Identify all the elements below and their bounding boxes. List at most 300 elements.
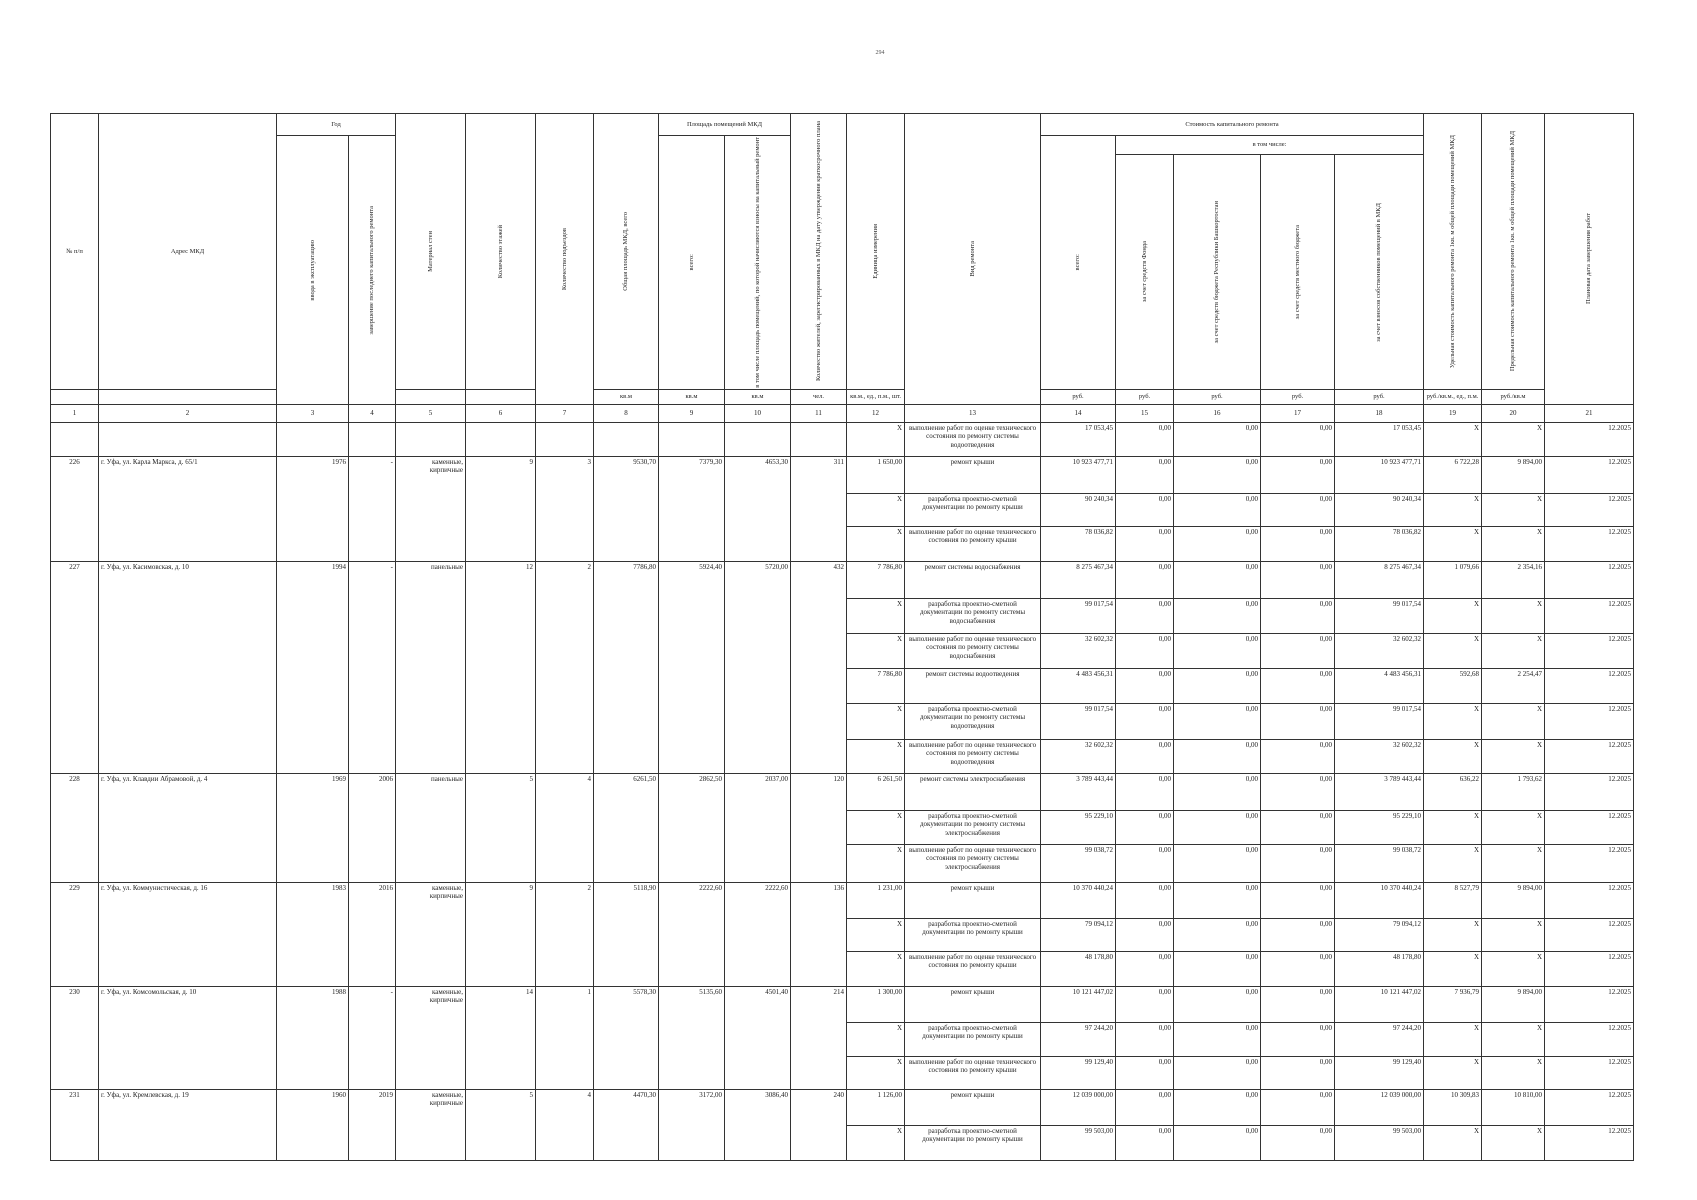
cell-residents [791,1056,847,1089]
cell-fund: 0,00 [1116,986,1174,1022]
cell-owners: 48 178,80 [1335,951,1424,986]
table-row [51,493,1634,526]
cell-budget-rb: 0,00 [1174,844,1261,882]
cell-floors [466,633,536,668]
cell-premises-incl [725,668,791,703]
cell-floors: 12 [466,561,536,598]
cell-address [99,844,277,882]
cell-max-cost: 1 793,62 [1482,773,1545,810]
cell-address [99,703,277,739]
column-number: 9 [659,404,725,422]
cell-no: 226 [51,456,99,493]
column-number: 8 [594,404,659,422]
cell-fund: 0,00 [1116,493,1174,526]
cell-year-commissioning [277,493,349,526]
header-residents: Количество жителей, зарегистрированных в МКД на дату утверждения краткосрочного плана [791,114,847,390]
cell-unit: X [847,810,905,844]
cell-budget-rb: 0,00 [1174,598,1261,633]
cell-planned-date: 12.2025 [1545,422,1634,456]
cell-floors: 9 [466,882,536,918]
unit-budget-local: руб. [1261,389,1335,404]
cell-unit: X [847,633,905,668]
cell-premises-total [659,810,725,844]
cell-planned-date: 12.2025 [1545,561,1634,598]
cell-max-cost: X [1482,844,1545,882]
cell-total-area [594,668,659,703]
cell-owners: 32 602,32 [1335,739,1424,773]
column-number: 4 [349,404,396,422]
cell-premises-incl [725,951,791,986]
cell-year-last-repair [349,810,396,844]
cell-max-cost: X [1482,526,1545,561]
cell-cost-total: 78 036,82 [1041,526,1116,561]
cell-year-commissioning [277,951,349,986]
table-row [51,739,1634,773]
header-year-commissioning: ввода в эксплуатацию [277,136,349,405]
table-body [51,422,1634,1160]
cell-wall-material [396,918,466,951]
cell-entrances: 4 [536,1089,594,1125]
cell-total-area [594,810,659,844]
cell-max-cost: 9 894,00 [1482,986,1545,1022]
cell-no [51,598,99,633]
cell-unit: X [847,493,905,526]
cell-specific-cost: X [1424,844,1482,882]
cell-specific-cost: 10 309,83 [1424,1089,1482,1125]
cell-address: г. Уфа, ул. Касимовская, д. 10 [99,561,277,598]
cell-no: 230 [51,986,99,1022]
header-cost: Стоимость капитального ремонта [1041,114,1424,136]
cell-owners: 32 602,32 [1335,633,1424,668]
column-number: 14 [1041,404,1116,422]
cell-repair-type: разработка проектно-сметной документации по ремонту крыши [905,918,1041,951]
cell-year-commissioning: 1960 [277,1089,349,1125]
cell-planned-date: 12.2025 [1545,1056,1634,1089]
cell-specific-cost: X [1424,1022,1482,1056]
cell-wall-material: панельные [396,561,466,598]
cell-floors [466,739,536,773]
cell-year-commissioning [277,918,349,951]
column-number: 15 [1116,404,1174,422]
cell-year-last-repair: 2016 [349,882,396,918]
cell-cost-total: 12 039 000,00 [1041,1089,1116,1125]
header-owners: за счет взносов собственников помещений в МКД [1335,155,1424,389]
cell-cost-total: 10 370 440,24 [1041,882,1116,918]
table-row [51,1022,1634,1056]
header-spacer [396,389,466,404]
unit-residents: чел. [791,389,847,404]
header-premises-incl: в том числе площадь помещений, по которой начисляются взносы на капитальный ремонт [725,136,791,390]
cell-budget-rb: 0,00 [1174,633,1261,668]
cell-fund: 0,00 [1116,668,1174,703]
cell-residents [791,844,847,882]
cell-specific-cost: X [1424,633,1482,668]
cell-fund: 0,00 [1116,1089,1174,1125]
cell-no [51,493,99,526]
cell-entrances: 1 [536,986,594,1022]
column-number: 12 [847,404,905,422]
cell-no [51,633,99,668]
cell-year-commissioning [277,844,349,882]
cell-budget-rb: 0,00 [1174,526,1261,561]
cell-fund: 0,00 [1116,422,1174,456]
unit-premises-incl: кв.м [725,389,791,404]
cell-no [51,1056,99,1089]
cell-cost-total: 99 017,54 [1041,703,1116,739]
cell-premises-incl: 2037,00 [725,773,791,810]
cell-residents [791,918,847,951]
cell-no: 229 [51,882,99,918]
cell-specific-cost: X [1424,1125,1482,1160]
cell-specific-cost: X [1424,810,1482,844]
cell-residents [791,810,847,844]
cell-owners: 3 789 443,44 [1335,773,1424,810]
cell-planned-date: 12.2025 [1545,668,1634,703]
cell-planned-date: 12.2025 [1545,1125,1634,1160]
cell-no [51,526,99,561]
cell-total-area [594,1125,659,1160]
table-row [51,882,1634,918]
cell-budget-rb: 0,00 [1174,703,1261,739]
cell-owners: 8 275 467,34 [1335,561,1424,598]
cell-repair-type: ремонт системы электроснабжения [905,773,1041,810]
cell-no [51,810,99,844]
cell-planned-date: 12.2025 [1545,739,1634,773]
cell-owners: 95 229,10 [1335,810,1424,844]
cell-entrances [536,810,594,844]
cell-year-commissioning: 1983 [277,882,349,918]
table-row [51,1056,1634,1089]
cell-unit: X [847,1125,905,1160]
cell-entrances [536,526,594,561]
cell-planned-date: 12.2025 [1545,456,1634,493]
page-number: 294 [875,50,885,56]
cell-residents: 120 [791,773,847,810]
cell-no [51,1125,99,1160]
cell-budget-rb: 0,00 [1174,918,1261,951]
cell-premises-incl: 3086,40 [725,1089,791,1125]
cell-entrances [536,1125,594,1160]
cell-total-area: 4470,30 [594,1089,659,1125]
header-incl: в том числе: [1116,136,1424,155]
cell-entrances [536,422,594,456]
cell-owners: 99 038,72 [1335,844,1424,882]
cell-floors: 9 [466,456,536,493]
cell-wall-material: панельные [396,773,466,810]
cell-wall-material: каменные, кирпичные [396,882,466,918]
cell-owners: 17 053,45 [1335,422,1424,456]
column-number: 5 [396,404,466,422]
cell-owners: 99 017,54 [1335,598,1424,633]
cell-year-commissioning [277,703,349,739]
cell-budget-local: 0,00 [1261,1125,1335,1160]
header-year: Год [277,114,396,136]
cell-cost-total: 79 094,12 [1041,918,1116,951]
cell-year-commissioning: 1976 [277,456,349,493]
cell-total-area [594,1056,659,1089]
capital-repair-table [50,113,1634,1161]
cell-cost-total: 99 038,72 [1041,844,1116,882]
cell-residents [791,739,847,773]
cell-repair-type: разработка проектно-сметной документации по ремонту крыши [905,1125,1041,1160]
cell-total-area [594,739,659,773]
header-budget-local: за счет средств местного бюджета [1261,155,1335,389]
cell-planned-date: 12.2025 [1545,882,1634,918]
cell-year-commissioning [277,633,349,668]
cell-unit: 7 786,80 [847,561,905,598]
cell-residents [791,526,847,561]
cell-max-cost: X [1482,918,1545,951]
header-cost-total: всего: [1041,136,1116,390]
cell-entrances [536,703,594,739]
table-row [51,561,1634,598]
cell-budget-local: 0,00 [1261,561,1335,598]
cell-cost-total: 48 178,80 [1041,951,1116,986]
header-address: Адрес МКД [99,114,277,390]
cell-wall-material [396,598,466,633]
cell-entrances [536,951,594,986]
cell-unit: 1 300,00 [847,986,905,1022]
cell-max-cost: X [1482,1125,1545,1160]
cell-budget-rb: 0,00 [1174,773,1261,810]
cell-residents [791,1125,847,1160]
cell-entrances: 3 [536,456,594,493]
cell-residents [791,598,847,633]
cell-year-last-repair [349,951,396,986]
cell-fund: 0,00 [1116,1022,1174,1056]
cell-address [99,810,277,844]
cell-premises-total [659,1125,725,1160]
cell-budget-rb: 0,00 [1174,986,1261,1022]
cell-max-cost: X [1482,703,1545,739]
cell-planned-date: 12.2025 [1545,844,1634,882]
cell-planned-date: 12.2025 [1545,493,1634,526]
cell-fund: 0,00 [1116,456,1174,493]
cell-residents [791,951,847,986]
cell-budget-rb: 0,00 [1174,422,1261,456]
cell-cost-total: 17 053,45 [1041,422,1116,456]
cell-premises-total [659,918,725,951]
cell-budget-local: 0,00 [1261,739,1335,773]
cell-address [99,598,277,633]
cell-budget-local: 0,00 [1261,633,1335,668]
cell-year-last-repair [349,598,396,633]
table-row [51,633,1634,668]
cell-repair-type: разработка проектно-сметной документации по ремонту системы электроснабжения [905,810,1041,844]
cell-entrances [536,668,594,703]
cell-premises-total: 3172,00 [659,1089,725,1125]
cell-year-commissioning [277,810,349,844]
cell-premises-incl [725,739,791,773]
cell-residents [791,1022,847,1056]
cell-budget-rb: 0,00 [1174,456,1261,493]
cell-cost-total: 10 121 447,02 [1041,986,1116,1022]
cell-year-commissioning: 1994 [277,561,349,598]
cell-premises-total [659,1056,725,1089]
cell-residents [791,493,847,526]
cell-year-commissioning [277,668,349,703]
cell-unit: X [847,703,905,739]
cell-premises-incl: 5720,00 [725,561,791,598]
cell-owners: 4 483 456,31 [1335,668,1424,703]
cell-budget-local: 0,00 [1261,598,1335,633]
table-row [51,422,1634,456]
cell-wall-material [396,703,466,739]
table-row [51,1125,1634,1160]
column-number: 21 [1545,404,1634,422]
cell-address: г. Уфа, ул. Коммунистическая, д. 16 [99,882,277,918]
cell-budget-rb: 0,00 [1174,493,1261,526]
cell-no [51,918,99,951]
cell-budget-local: 0,00 [1261,1022,1335,1056]
cell-premises-total: 7379,30 [659,456,725,493]
cell-floors [466,810,536,844]
cell-wall-material [396,493,466,526]
cell-total-area: 6261,50 [594,773,659,810]
column-number: 16 [1174,404,1261,422]
unit-unit: кв.м., ед., п.м., шт. [847,389,905,404]
cell-premises-total [659,844,725,882]
cell-unit: X [847,1056,905,1089]
cell-premises-total: 2222,60 [659,882,725,918]
cell-total-area [594,598,659,633]
cell-year-last-repair [349,526,396,561]
cell-fund: 0,00 [1116,526,1174,561]
cell-total-area: 7786,80 [594,561,659,598]
cell-budget-local: 0,00 [1261,844,1335,882]
cell-residents [791,668,847,703]
unit-premises-total: кв.м [659,389,725,404]
cell-cost-total: 32 602,32 [1041,633,1116,668]
cell-entrances [536,598,594,633]
cell-entrances [536,633,594,668]
cell-premises-incl [725,1022,791,1056]
cell-no [51,844,99,882]
unit-budget-rb: руб. [1174,389,1261,404]
cell-repair-type: выполнение работ по оценке технического состояния по ремонту крыши [905,1056,1041,1089]
cell-planned-date: 12.2025 [1545,703,1634,739]
cell-no: 231 [51,1089,99,1125]
cell-planned-date: 12.2025 [1545,773,1634,810]
cell-owners: 97 244,20 [1335,1022,1424,1056]
cell-residents: 240 [791,1089,847,1125]
cell-year-last-repair [349,1056,396,1089]
table-row [51,456,1634,493]
cell-year-commissioning [277,739,349,773]
column-number: 11 [791,404,847,422]
cell-fund: 0,00 [1116,844,1174,882]
cell-wall-material [396,526,466,561]
cell-owners: 12 039 000,00 [1335,1089,1424,1125]
cell-max-cost: 9 894,00 [1482,456,1545,493]
cell-fund: 0,00 [1116,561,1174,598]
table-row [51,598,1634,633]
cell-residents [791,422,847,456]
cell-total-area: 5118,90 [594,882,659,918]
column-number: 20 [1482,404,1545,422]
cell-planned-date: 12.2025 [1545,918,1634,951]
cell-address: г. Уфа, ул. Кремлевская, д. 19 [99,1089,277,1125]
cell-unit: X [847,844,905,882]
column-number: 18 [1335,404,1424,422]
cell-max-cost: X [1482,810,1545,844]
cell-budget-local: 0,00 [1261,526,1335,561]
cell-premises-total [659,633,725,668]
cell-premises-incl: 4653,30 [725,456,791,493]
cell-entrances [536,1022,594,1056]
cell-repair-type: разработка проектно-сметной документации по ремонту крыши [905,1022,1041,1056]
cell-budget-local: 0,00 [1261,1056,1335,1089]
cell-repair-type: выполнение работ по оценке технического состояния по ремонту системы электроснабжения [905,844,1041,882]
header-repair-type: Вид ремонта [905,114,1041,405]
header-specific-cost: Удельная стоимость капитального ремонта 1кв. м общей площади помещений МКД [1424,114,1482,390]
cell-year-commissioning [277,526,349,561]
cell-repair-type: выполнение работ по оценке технического состояния по ремонту системы водоснабжения [905,633,1041,668]
cell-specific-cost: X [1424,422,1482,456]
cell-owners: 78 036,82 [1335,526,1424,561]
cell-premises-incl [725,598,791,633]
cell-year-last-repair [349,739,396,773]
cell-no [51,422,99,456]
cell-premises-incl [725,633,791,668]
cell-owners: 10 923 477,71 [1335,456,1424,493]
header-unit: Единица измерения [847,114,905,390]
cell-premises-incl [725,844,791,882]
cell-cost-total: 4 483 456,31 [1041,668,1116,703]
capital-repair-table-sheet [50,113,1634,1161]
column-number: 2 [99,404,277,422]
cell-budget-rb: 0,00 [1174,1022,1261,1056]
cell-repair-type: выполнение работ по оценке технического состояния по ремонту крыши [905,526,1041,561]
cell-year-last-repair: 2006 [349,773,396,810]
cell-cost-total: 3 789 443,44 [1041,773,1116,810]
unit-fund: руб. [1116,389,1174,404]
cell-floors [466,951,536,986]
cell-no: 228 [51,773,99,810]
cell-floors [466,1022,536,1056]
table-row [51,668,1634,703]
cell-total-area [594,422,659,456]
cell-entrances [536,844,594,882]
cell-year-last-repair [349,703,396,739]
cell-budget-local: 0,00 [1261,882,1335,918]
cell-planned-date: 12.2025 [1545,633,1634,668]
cell-year-last-repair [349,1022,396,1056]
table-row [51,773,1634,810]
cell-total-area [594,1022,659,1056]
cell-planned-date: 12.2025 [1545,986,1634,1022]
cell-budget-local: 0,00 [1261,668,1335,703]
cell-year-last-repair [349,633,396,668]
cell-year-last-repair: - [349,456,396,493]
cell-floors [466,422,536,456]
cell-premises-total: 5924,40 [659,561,725,598]
cell-address [99,1125,277,1160]
cell-year-last-repair [349,493,396,526]
cell-owners: 99 129,40 [1335,1056,1424,1089]
cell-repair-type: разработка проектно-сметной документации по ремонту системы водоснабжения [905,598,1041,633]
cell-premises-total: 2862,50 [659,773,725,810]
cell-fund: 0,00 [1116,918,1174,951]
cell-repair-type: выполнение работ по оценке технического состояния по ремонту системы водоотведения [905,739,1041,773]
cell-premises-total: 5135,60 [659,986,725,1022]
cell-entrances [536,493,594,526]
column-number: 19 [1424,404,1482,422]
cell-premises-total [659,526,725,561]
cell-year-commissioning: 1988 [277,986,349,1022]
cell-premises-total [659,1022,725,1056]
cell-specific-cost: X [1424,918,1482,951]
